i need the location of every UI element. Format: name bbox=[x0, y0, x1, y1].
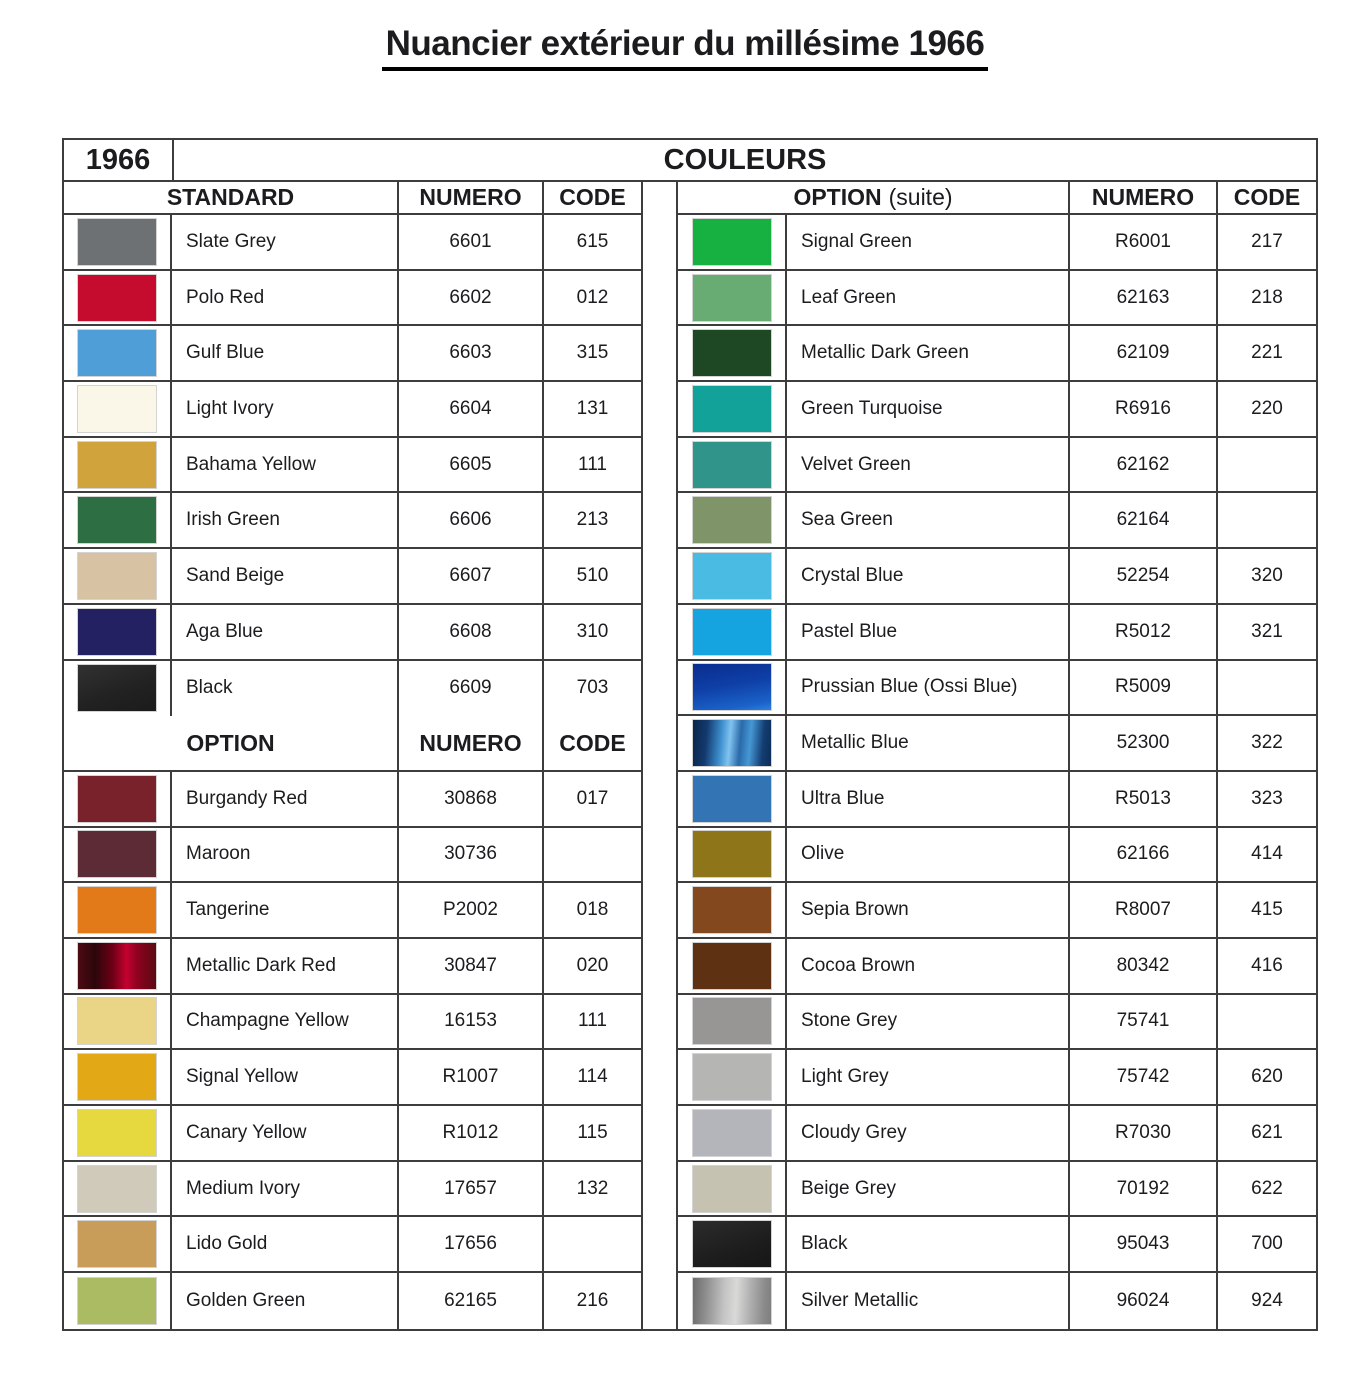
color-swatch bbox=[78, 553, 156, 599]
color-row bbox=[678, 995, 1316, 1051]
color-row bbox=[64, 1273, 641, 1329]
swatch-cell bbox=[64, 438, 172, 492]
color-row bbox=[64, 1050, 641, 1106]
color-numero-value: R1012 bbox=[399, 1106, 544, 1160]
color-row bbox=[64, 1106, 641, 1162]
swatch-cell bbox=[678, 271, 787, 325]
swatch-cell bbox=[64, 883, 172, 937]
color-code-value: 622 bbox=[1251, 1177, 1283, 1199]
swatch-cell bbox=[678, 883, 787, 937]
color-swatch bbox=[693, 219, 771, 265]
option-suite-header-suffix: (suite) bbox=[888, 184, 953, 210]
table-body bbox=[62, 182, 1318, 1331]
color-row bbox=[64, 382, 641, 438]
color-code-value: 111 bbox=[578, 1010, 607, 1032]
color-swatch bbox=[78, 1221, 156, 1267]
color-name-label: Burgandy Red bbox=[172, 772, 399, 826]
color-swatch bbox=[78, 330, 156, 376]
color-row bbox=[678, 939, 1316, 995]
color-code-value bbox=[1218, 493, 1316, 547]
color-numero-value: P2002 bbox=[399, 883, 544, 937]
color-row bbox=[64, 828, 641, 884]
color-numero-value: 30736 bbox=[399, 828, 544, 882]
color-numero-value: 52300 bbox=[1070, 716, 1218, 770]
color-swatch bbox=[78, 497, 156, 543]
color-name-label: Pastel Blue bbox=[787, 605, 1070, 659]
code-header-cell: CODE bbox=[559, 729, 626, 756]
color-row bbox=[678, 661, 1316, 717]
option-suite-header-bold: OPTION bbox=[793, 184, 882, 210]
color-numero-value: 70192 bbox=[1070, 1162, 1218, 1216]
color-numero-value: 6605 bbox=[399, 438, 544, 492]
color-code-value: 414 bbox=[1251, 843, 1283, 865]
color-row bbox=[678, 271, 1316, 327]
color-code-value: 111 bbox=[578, 453, 607, 475]
color-row bbox=[64, 772, 641, 828]
color-swatch bbox=[78, 831, 156, 877]
color-swatch bbox=[78, 386, 156, 432]
page-title bbox=[0, 24, 1370, 71]
color-numero-value: 62163 bbox=[1070, 271, 1218, 325]
color-code-value: 615 bbox=[576, 230, 609, 252]
color-swatch bbox=[693, 386, 771, 432]
color-row bbox=[678, 1050, 1316, 1106]
swatch-cell bbox=[678, 493, 787, 547]
color-name-label: Crystal Blue bbox=[787, 549, 1070, 603]
color-name-label: Ultra Blue bbox=[787, 772, 1070, 826]
color-name-label: Canary Yellow bbox=[172, 1106, 399, 1160]
color-numero-value: 30847 bbox=[399, 939, 544, 993]
color-swatch bbox=[693, 720, 771, 766]
color-code-value: 218 bbox=[1251, 286, 1283, 308]
color-name-label: Aga Blue bbox=[172, 605, 399, 659]
swatch-cell bbox=[64, 995, 172, 1049]
color-code-value: 415 bbox=[1251, 899, 1283, 921]
color-numero-value: R1007 bbox=[399, 1050, 544, 1104]
swatch-cell bbox=[64, 493, 172, 547]
swatch-cell bbox=[64, 1162, 172, 1216]
swatch-cell bbox=[678, 1217, 787, 1271]
color-swatch bbox=[693, 553, 771, 599]
color-name-label: Golden Green bbox=[172, 1273, 399, 1329]
swatch-cell bbox=[64, 382, 172, 436]
color-row bbox=[64, 271, 641, 327]
color-numero-value: 6602 bbox=[399, 271, 544, 325]
color-row bbox=[64, 883, 641, 939]
option-suite-rows-group bbox=[678, 215, 1316, 1329]
color-code-value: 315 bbox=[576, 342, 609, 364]
color-numero-value: R7030 bbox=[1070, 1106, 1218, 1160]
swatch-cell bbox=[678, 1106, 787, 1160]
color-swatch bbox=[78, 998, 156, 1044]
color-row bbox=[678, 549, 1316, 605]
option-subheader-row bbox=[64, 716, 641, 772]
swatch-cell bbox=[64, 271, 172, 325]
color-name-label: Sand Beige bbox=[172, 549, 399, 603]
color-numero-value: 17657 bbox=[399, 1162, 544, 1216]
swatch-cell bbox=[678, 605, 787, 659]
color-numero-value: 6606 bbox=[399, 493, 544, 547]
color-name-label: Prussian Blue (Ossi Blue) bbox=[787, 661, 1070, 715]
color-row bbox=[678, 493, 1316, 549]
color-swatch bbox=[78, 442, 156, 488]
color-numero-value: 6608 bbox=[399, 605, 544, 659]
color-numero-value: 62109 bbox=[1070, 326, 1218, 380]
code-header-cell: CODE bbox=[1233, 184, 1301, 210]
swatch-cell bbox=[678, 716, 787, 770]
swatch-cell bbox=[678, 772, 787, 826]
color-name-label: Black bbox=[787, 1217, 1070, 1271]
color-numero-value: 6607 bbox=[399, 549, 544, 603]
color-code-value: 321 bbox=[1251, 620, 1283, 642]
swatch-cell bbox=[678, 326, 787, 380]
table-gap-column bbox=[643, 182, 676, 1331]
color-numero-value: R8007 bbox=[1070, 883, 1218, 937]
color-numero-value: R6001 bbox=[1070, 215, 1218, 269]
color-code-value: 017 bbox=[576, 787, 609, 809]
color-numero-value: 17656 bbox=[399, 1217, 544, 1271]
color-row bbox=[64, 1162, 641, 1218]
color-swatch bbox=[78, 776, 156, 822]
color-name-label: Black bbox=[172, 661, 399, 717]
color-row bbox=[64, 215, 641, 271]
color-swatch bbox=[693, 1278, 771, 1324]
color-swatch bbox=[78, 665, 156, 711]
color-name-label: Sepia Brown bbox=[787, 883, 1070, 937]
option-suite-header-cell bbox=[678, 182, 1070, 213]
color-row bbox=[678, 1162, 1316, 1218]
color-code-value: 012 bbox=[576, 286, 609, 308]
color-code-value bbox=[544, 828, 641, 882]
color-name-label: Polo Red bbox=[172, 271, 399, 325]
color-code-value: 131 bbox=[576, 397, 609, 419]
color-name-label: Light Ivory bbox=[172, 382, 399, 436]
color-swatch bbox=[693, 1166, 771, 1212]
color-swatch bbox=[78, 609, 156, 655]
right-table bbox=[676, 182, 1318, 1331]
swatch-cell bbox=[678, 939, 787, 993]
swatch-cell bbox=[678, 549, 787, 603]
color-numero-value: 6601 bbox=[399, 215, 544, 269]
swatch-cell bbox=[678, 1162, 787, 1216]
color-row bbox=[678, 215, 1316, 271]
color-swatch bbox=[78, 219, 156, 265]
color-code-value: 216 bbox=[576, 1289, 609, 1311]
color-name-label: Irish Green bbox=[172, 493, 399, 547]
color-numero-value: 52254 bbox=[1070, 549, 1218, 603]
option-header-cell: OPTION bbox=[64, 716, 399, 770]
swatch-cell bbox=[678, 382, 787, 436]
color-numero-value: 6603 bbox=[399, 326, 544, 380]
color-name-label: Leaf Green bbox=[787, 271, 1070, 325]
swatch-cell bbox=[64, 1106, 172, 1160]
color-swatch bbox=[693, 1110, 771, 1156]
color-row bbox=[64, 605, 641, 661]
color-swatch bbox=[693, 943, 771, 989]
color-name-label: Sea Green bbox=[787, 493, 1070, 547]
numero-header-cell: NUMERO bbox=[1070, 182, 1218, 213]
color-row bbox=[678, 605, 1316, 661]
color-numero-value: 6609 bbox=[399, 661, 544, 717]
color-numero-value: 95043 bbox=[1070, 1217, 1218, 1271]
color-row bbox=[64, 549, 641, 605]
color-row bbox=[678, 1106, 1316, 1162]
color-row bbox=[678, 772, 1316, 828]
swatch-cell bbox=[64, 605, 172, 659]
color-swatch bbox=[78, 943, 156, 989]
color-name-label: Metallic Blue bbox=[787, 716, 1070, 770]
color-numero-value: R5009 bbox=[1070, 661, 1218, 715]
color-row bbox=[64, 1217, 641, 1273]
color-name-label: Signal Green bbox=[787, 215, 1070, 269]
color-code-value: 621 bbox=[1251, 1121, 1283, 1143]
color-code-value bbox=[1218, 661, 1316, 715]
code-header-cell: CODE bbox=[559, 184, 626, 210]
color-code-value: 221 bbox=[1251, 342, 1283, 364]
color-name-label: Medium Ivory bbox=[172, 1162, 399, 1216]
swatch-cell bbox=[678, 438, 787, 492]
color-code-value: 322 bbox=[1251, 732, 1283, 754]
color-code-value bbox=[1218, 438, 1316, 492]
color-swatch bbox=[693, 776, 771, 822]
color-swatch bbox=[693, 275, 771, 321]
color-numero-value: 62164 bbox=[1070, 493, 1218, 547]
color-numero-value: 75741 bbox=[1070, 995, 1218, 1049]
color-code-value bbox=[1218, 995, 1316, 1049]
color-code-value: 510 bbox=[576, 564, 609, 586]
swatch-cell bbox=[64, 772, 172, 826]
color-numero-value: 30868 bbox=[399, 772, 544, 826]
color-code-value: 020 bbox=[576, 954, 609, 976]
color-row bbox=[64, 661, 641, 717]
color-row bbox=[64, 939, 641, 995]
color-name-label: Signal Yellow bbox=[172, 1050, 399, 1104]
swatch-cell bbox=[64, 1050, 172, 1104]
color-name-label: Cloudy Grey bbox=[787, 1106, 1070, 1160]
swatch-cell bbox=[64, 939, 172, 993]
color-swatch bbox=[693, 998, 771, 1044]
swatch-cell bbox=[678, 1273, 787, 1329]
swatch-cell bbox=[678, 215, 787, 269]
color-name-label: Stone Grey bbox=[787, 995, 1070, 1049]
swatch-cell bbox=[678, 828, 787, 882]
color-row bbox=[64, 493, 641, 549]
color-row bbox=[678, 438, 1316, 494]
color-code-value bbox=[544, 1217, 641, 1271]
swatch-cell bbox=[64, 1217, 172, 1271]
color-swatch bbox=[78, 275, 156, 321]
color-name-label: Champagne Yellow bbox=[172, 995, 399, 1049]
color-name-label: Beige Grey bbox=[787, 1162, 1070, 1216]
color-name-label: Bahama Yellow bbox=[172, 438, 399, 492]
color-swatch bbox=[693, 442, 771, 488]
color-row bbox=[678, 828, 1316, 884]
color-code-value: 703 bbox=[576, 677, 609, 699]
color-row bbox=[64, 995, 641, 1051]
color-swatch bbox=[693, 497, 771, 543]
color-swatch bbox=[78, 1110, 156, 1156]
color-name-label: Maroon bbox=[172, 828, 399, 882]
color-swatch bbox=[693, 887, 771, 933]
color-name-label: Lido Gold bbox=[172, 1217, 399, 1271]
color-row bbox=[64, 326, 641, 382]
color-numero-value: R5012 bbox=[1070, 605, 1218, 659]
option-suite-subheader-row bbox=[678, 182, 1316, 215]
swatch-cell bbox=[678, 1050, 787, 1104]
color-code-value: 220 bbox=[1251, 397, 1283, 419]
color-numero-value: 62162 bbox=[1070, 438, 1218, 492]
color-numero-value: 16153 bbox=[399, 995, 544, 1049]
color-name-label: Metallic Dark Green bbox=[787, 326, 1070, 380]
color-swatch bbox=[78, 1278, 156, 1324]
color-numero-value: 6604 bbox=[399, 382, 544, 436]
swatch-cell bbox=[678, 995, 787, 1049]
swatch-cell bbox=[64, 549, 172, 603]
color-code-value: 115 bbox=[577, 1121, 608, 1143]
color-name-label: Cocoa Brown bbox=[787, 939, 1070, 993]
color-numero-value: 62165 bbox=[399, 1273, 544, 1329]
swatch-cell bbox=[64, 326, 172, 380]
swatch-cell bbox=[64, 215, 172, 269]
page-title-text: Nuancier extérieur du millésime 1966 bbox=[382, 24, 989, 71]
color-row bbox=[678, 1273, 1316, 1329]
color-row bbox=[678, 326, 1316, 382]
color-code-value: 620 bbox=[1251, 1066, 1283, 1088]
color-code-value: 018 bbox=[576, 899, 609, 921]
color-row bbox=[678, 883, 1316, 939]
color-name-label: Gulf Blue bbox=[172, 326, 399, 380]
numero-header-cell: NUMERO bbox=[399, 182, 544, 213]
standard-rows-group bbox=[64, 215, 641, 716]
color-code-value: 323 bbox=[1251, 787, 1283, 809]
color-code-value: 700 bbox=[1251, 1233, 1283, 1255]
color-name-label: Silver Metallic bbox=[787, 1273, 1070, 1329]
color-row bbox=[678, 382, 1316, 438]
color-swatch bbox=[693, 1054, 771, 1100]
color-swatch bbox=[693, 609, 771, 655]
color-numero-value: R5013 bbox=[1070, 772, 1218, 826]
color-table bbox=[62, 138, 1318, 1331]
numero-header-cell: NUMERO bbox=[399, 716, 544, 770]
color-name-label: Slate Grey bbox=[172, 215, 399, 269]
color-code-value: 416 bbox=[1251, 954, 1283, 976]
color-code-value: 132 bbox=[576, 1177, 609, 1199]
left-table bbox=[62, 182, 643, 1331]
table-header-row bbox=[62, 138, 1318, 182]
color-row bbox=[64, 438, 641, 494]
color-numero-value: 96024 bbox=[1070, 1273, 1218, 1329]
color-numero-value: 62166 bbox=[1070, 828, 1218, 882]
color-name-label: Velvet Green bbox=[787, 438, 1070, 492]
color-numero-value: R6916 bbox=[1070, 382, 1218, 436]
color-row bbox=[678, 716, 1316, 772]
color-code-value: 310 bbox=[576, 620, 609, 642]
color-swatch bbox=[693, 664, 771, 710]
color-numero-value: 80342 bbox=[1070, 939, 1218, 993]
color-name-label: Olive bbox=[787, 828, 1070, 882]
color-code-value: 114 bbox=[577, 1066, 608, 1088]
swatch-cell bbox=[64, 1273, 172, 1329]
swatch-cell bbox=[64, 828, 172, 882]
color-swatch bbox=[693, 831, 771, 877]
color-swatch bbox=[693, 1221, 771, 1267]
color-swatch bbox=[693, 330, 771, 376]
standard-header-cell: STANDARD bbox=[64, 182, 399, 213]
color-swatch bbox=[78, 1166, 156, 1212]
color-code-value: 213 bbox=[576, 509, 609, 531]
swatch-cell bbox=[678, 661, 787, 715]
couleurs-header-cell: COULEURS bbox=[663, 143, 827, 176]
swatch-cell bbox=[64, 661, 172, 717]
color-swatch bbox=[78, 1054, 156, 1100]
color-numero-value: 75742 bbox=[1070, 1050, 1218, 1104]
color-code-value: 320 bbox=[1251, 564, 1283, 586]
color-name-label: Metallic Dark Red bbox=[172, 939, 399, 993]
option-rows-group bbox=[64, 772, 641, 1329]
standard-subheader-row bbox=[64, 182, 641, 215]
color-name-label: Tangerine bbox=[172, 883, 399, 937]
color-code-value: 217 bbox=[1251, 230, 1283, 252]
color-swatch bbox=[78, 887, 156, 933]
year-cell: 1966 bbox=[64, 140, 174, 180]
color-name-label: Green Turquoise bbox=[787, 382, 1070, 436]
color-name-label: Light Grey bbox=[787, 1050, 1070, 1104]
color-code-value: 924 bbox=[1251, 1289, 1283, 1311]
color-row bbox=[678, 1217, 1316, 1273]
